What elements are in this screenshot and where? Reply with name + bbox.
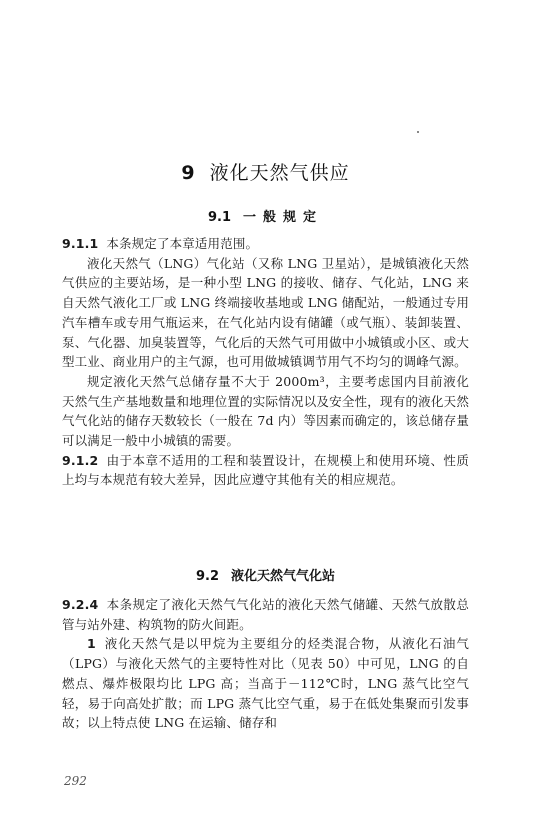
clause-number: 9.1.2 <box>62 452 99 468</box>
section-heading-9-2 <box>62 565 469 584</box>
clause-number: 9.2.4 <box>62 597 99 612</box>
section-title: 一般规定 <box>243 210 324 225</box>
clause-text: 本条规定了本章适用范围。 <box>106 236 259 251</box>
section-body-9-2 <box>62 595 469 733</box>
page-number: 292 <box>64 774 87 788</box>
chapter-title: 液化天然气供应 <box>209 162 350 184</box>
item-number: 1 <box>87 636 96 652</box>
clause-text: 由于本章不适用的工程和装置设计，在规模上和使用环境、性质上均与本规范有较大差异，因此应遵守其他有关的相应规范。 <box>62 452 469 488</box>
chapter-heading <box>62 158 469 185</box>
document-page <box>62 0 469 822</box>
section-number: 9.1 <box>207 210 231 225</box>
section-body-9-1 <box>62 234 469 490</box>
item-text: 液化天然气是以甲烷为主要组分的烃类混合物，从液化石油气（LPG）与液化天然气的主要特性对比（见表 50）中可见，LNG 的自燃点、爆炸极限均比 LPG 高；当高于－112℃时，LNG 蒸气比空气轻，易于向高处扩散；而 LPG 蒸气比空气重，易于在低处集聚而引发事故；以上特点使 LNG 在运输、储存和 <box>62 636 469 731</box>
section-title: 液化天然气气化站 <box>231 569 336 584</box>
section-heading-9-1 <box>62 206 469 225</box>
clause-9-1-2 <box>62 451 469 490</box>
clause-9-2-4 <box>62 595 469 634</box>
list-item-1 <box>62 634 469 733</box>
paragraph: 规定液化天然气总储存量不大于 2000m³，主要考虑国内目前液化天然气生产基地数量和地理位置的实际情况以及安全性，现有的液化天然气气化站的储存天数较长（一般在 7d 内）等因素而确定的，该总储存量可以满足一般中小城镇的需要。 <box>62 373 469 449</box>
section-number: 9.2 <box>195 569 219 584</box>
clause-number: 9.1.1 <box>62 236 99 251</box>
clause-text: 本条规定了液化天然气气化站的液化天然气储罐、天然气放散总管与站外建、构筑物的防火间距。 <box>62 597 469 632</box>
clause-9-1-1 <box>62 234 469 254</box>
chapter-number: 9 <box>181 162 196 184</box>
scan-speck <box>417 131 419 133</box>
paragraph: 液化天然气（LNG）气化站（又称 LNG 卫星站），是城镇液化天然气供应的主要站场，是一种小型 LNG 的接收、储存、气化站，LNG 来自天然气液化工厂或 LNG 终端接收基地或 LNG 储配站，一般通过专用汽车槽车或专用气瓶运来，在气化站内设有储罐（或气瓶）、装卸装置、泵、气化器、加臭装置等，气化后的天然气可用做中小城镇或小区、或大型工业、商业用户的主气源，也可用做城镇调节用气不均匀的调峰气源。 <box>62 255 469 370</box>
